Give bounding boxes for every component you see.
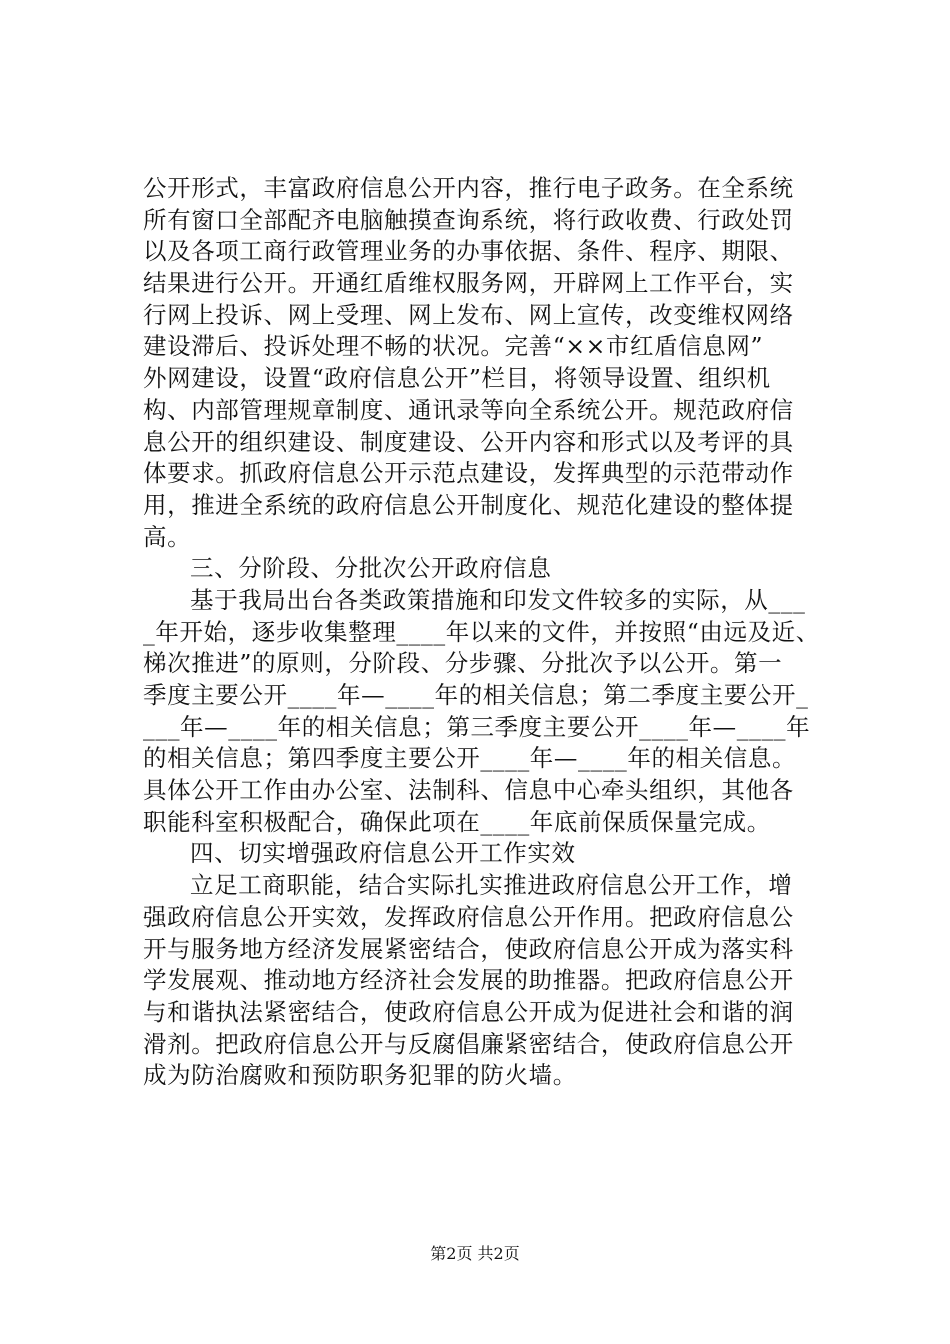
text-line: 外网建设，设置“政府信息公开”栏目，将领导设置、组织机	[143, 364, 771, 393]
text-line: 用，推进全系统的政府信息公开制度化、规范化建设的整体提	[143, 490, 794, 519]
text-line: 梯次推进”的原则，分阶段、分步骤、分批次予以公开。第一	[143, 649, 783, 678]
text-line: 行网上投诉、网上受理、网上发布、网上宣传，改变维权网络	[143, 300, 794, 329]
text-line: 具体公开工作由办公室、法制科、信息中心牵头组织，其他各	[143, 776, 794, 805]
page-footer: 第2页 共2页	[430, 1244, 520, 1263]
text-line: ___年—____年的相关信息；第三季度主要公开____年—____年	[143, 712, 811, 741]
text-line: 基于我局出台各类政策措施和印发文件较多的实际，从___	[190, 585, 806, 614]
text-line: 建设滞后、投诉处理不畅的状况。完善“××市红盾信息网”	[143, 332, 764, 361]
text-line: 结果进行公开。开通红盾维权服务网，开辟网上工作平台，实	[143, 269, 794, 298]
text-line: 构、内部管理规章制度、通讯录等向全系统公开。规范政府信	[143, 395, 794, 424]
text-line: 以及各项工商行政管理业务的办事依据、条件、程序、期限、	[143, 237, 794, 266]
text-line: 立足工商职能，结合实际扎实推进政府信息公开工作，增	[190, 871, 793, 900]
text-line: 息公开的组织建设、制度建设、公开内容和形式以及考评的具	[143, 427, 794, 456]
text-line: 公开形式，丰富政府信息公开内容，推行电子政务。在全系统	[143, 174, 794, 202]
text-line: 强政府信息公开实效，发挥政府信息公开作用。把政府信息公	[143, 902, 794, 931]
text-line: 季度主要公开____年—____年的相关信息；第二季度主要公开_	[143, 681, 809, 709]
text-line: 学发展观、推动地方经济社会发展的助推器。把政府信息公开	[143, 966, 794, 995]
text-line: 的相关信息；第四季度主要公开____年—____年的相关信息。	[143, 744, 797, 773]
text-line: _年开始，逐步收集整理____年以来的文件，并按照“由远及近、	[143, 617, 820, 646]
text-line: 与和谐执法紧密结合，使政府信息公开成为促进社会和谐的润	[143, 997, 794, 1026]
text-line: 四、切实增强政府信息公开工作实效	[190, 839, 576, 868]
text-line: 所有窗口全部配齐电脑触摸查询系统，将行政收费、行政处罚	[143, 205, 794, 234]
text-line: 成为防治腐败和预防职务犯罪的防火墙。	[143, 1061, 577, 1090]
text-line: 三、分阶段、分批次公开政府信息	[190, 554, 552, 583]
text-line: 体要求。抓政府信息公开示范点建设，发挥典型的示范带动作	[143, 459, 794, 488]
text-line: 滑剂。把政府信息公开与反腐倡廉紧密结合，使政府信息公开	[143, 1029, 794, 1058]
body-text	[143, 173, 823, 1092]
text-line: 职能科室积极配合，确保此项在____年底前保质保量完成。	[143, 807, 771, 836]
text-line: 高。	[143, 522, 192, 551]
text-line: 开与服务地方经济发展紧密结合，使政府信息公开成为落实科	[143, 934, 794, 963]
